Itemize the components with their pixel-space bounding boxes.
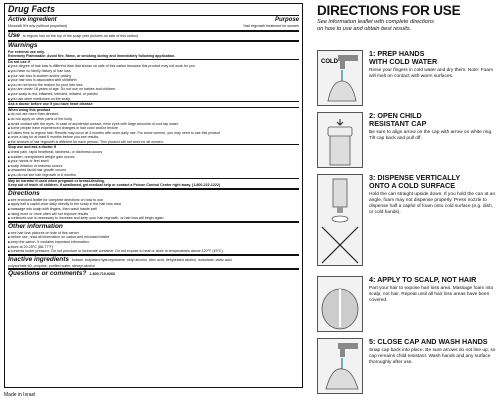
bullet-item: ■ your hands or feet swell: [8, 159, 299, 164]
purpose: Hair regrowth treatment for women: [243, 24, 299, 28]
bullet-item: ■ you do not see hair regrowth in 6 months: [8, 173, 299, 178]
questions-row: [8, 270, 299, 278]
when-using-list: [8, 112, 299, 144]
step-head: 1: PREP HANDS: [369, 49, 425, 58]
bullet-item: ■ unwanted facial hair growth occurs: [8, 168, 299, 173]
bullet-item: ■ apply half a capful once daily directly to the scalp in the hair loss area: [8, 202, 299, 207]
bullet-item: ■ you have no family history of hair loss: [8, 69, 299, 74]
inactive-text-2: polysorbate 60, propane, purified water, stearyl alcohol: [8, 263, 96, 268]
step-head: RESISTANT CAP: [369, 119, 427, 128]
step-1: [317, 50, 497, 108]
open-cap-icon: [317, 112, 363, 168]
other-info-list: [8, 231, 299, 254]
directions-for-use-header: [317, 3, 497, 33]
scalp-icon: [317, 276, 363, 332]
use-label: Use: [8, 31, 20, 39]
step-2: [317, 112, 497, 170]
bullet-item: ■ see hair loss pictures on side of this carton: [8, 231, 299, 236]
bullet-item: ■ avoid contact with the eyes. In case of accidental contact, rinse eyes with large amounts of cool tap water.: [8, 122, 299, 127]
step-body: Rinse your fingers in cold water and dry them. Note: Foam will melt on contact with warm surfaces.: [369, 68, 493, 79]
bullet-item: ■ store at 20-25°C (68-77°F): [8, 245, 299, 250]
step-head: WITH COLD WATER: [369, 57, 438, 66]
ask-doctor-label: Ask a doctor before use if you have heart disease: [8, 102, 93, 107]
use-text: to regrow hair on the top of the scalp (see pictures on side of this carton): [22, 33, 139, 38]
bullet-item: ■ see enclosed leaflet for complete directions on how to use: [8, 198, 299, 203]
dfu-subtitle-line: See information leaflet with complete directions: [317, 19, 434, 25]
stop-use-label: Stop use and ask a doctor if: [8, 145, 56, 150]
when-using-label: When using this product: [8, 107, 51, 112]
bullet-item: ■ do not use more than directed: [8, 112, 299, 117]
active-ingredient-header: [8, 16, 299, 24]
warnings-label: Warnings: [8, 41, 38, 49]
step-body: Hold the can straight upside down. If you hold the can at an angle, foam may not dispense properly. Press nozzle to dispense half a capful of foam onto cold surface (e.g. dish, or cold hands).: [369, 192, 496, 215]
dispense-can-icon: [317, 174, 363, 266]
step-head: 5: CLOSE CAP AND WASH HANDS: [369, 337, 488, 346]
other-info-label: Other information: [8, 222, 63, 230]
step-4: [317, 276, 497, 334]
bullet-item: ■ before use, read all information on carton and enclosed leaflet: [8, 235, 299, 240]
questions-label: Questions or comments?: [8, 270, 87, 278]
warning-line: For external use only.: [8, 49, 45, 54]
bullet-item: ■ you are under 18 years of age. Do not use on babies and children.: [8, 87, 299, 92]
do-not-use-list: [8, 64, 299, 101]
bullet-item: ■ once a day for at least 6 months before you see results.: [8, 135, 299, 140]
made-in-label: Made in Israel: [4, 392, 36, 398]
bullet-item: ■ continued use is necessary to increase and keep your hair regrowth, or hair loss will begin again: [8, 216, 299, 221]
stop-use-list: [8, 150, 299, 178]
step-body: Snap cap back into place. Be sure arrows do not line up, so cap remains child resistant. Wash hands and any surface thoroughly after use.: [369, 348, 496, 365]
bullet-item: ■ your scalp is red, inflamed, infected, irritated, or painful: [8, 92, 299, 97]
step-head: 4: APPLY TO SCALP, NOT HAIR: [369, 275, 477, 284]
step-5: [317, 338, 497, 396]
inactive-row: [8, 256, 299, 264]
bullet-item: ■ using more or more often will not improve results: [8, 212, 299, 217]
bullet-item: ■ your hair loss is associated with childbirth: [8, 78, 299, 83]
cold-label: COLD: [321, 59, 338, 65]
bullet-item: ■ massage into scalp with fingers, then wash hands well: [8, 207, 299, 212]
bullet-item: ■ do not apply on other parts of the body: [8, 117, 299, 122]
bullet-item: ■ some people have experienced changes in hair color and/or texture: [8, 126, 299, 131]
active-ingredient-label: Active ingredient: [8, 17, 57, 23]
bullet-item: ■ chest pain, rapid heartbeat, faintness, or dizziness occurs: [8, 150, 299, 155]
drug-facts-panel: [4, 3, 303, 388]
bullet-item: ■ keep the carton. It contains important information.: [8, 240, 299, 245]
step-head: 2: OPEN CHILD: [369, 111, 422, 120]
bullet-item: ■ your hair loss is sudden and/or patchy: [8, 74, 299, 79]
step-body: Part your hair to expose hair loss area. Massage foam into scalp, not hair. Repeat until all hair loss areas have been covered.: [369, 286, 494, 303]
bullet-item: ■ you do not know the reason for your hair loss: [8, 83, 299, 88]
active-ingredient: Minoxidil 5% w/w (without propellant): [8, 24, 67, 28]
pregnancy-warning: May be harmful if used when pregnant or breast-feeding.: [8, 178, 105, 183]
dfu-subtitle-line: on how to use and obtain best results.: [317, 26, 412, 32]
wash-hands-icon: [317, 338, 363, 394]
directions-label: Directions: [8, 189, 40, 197]
bullet-item: ■ your degree of hair loss is different than that shown on side of this carton because this product may not work for you: [8, 64, 299, 69]
bullet-item: ■ contents under pressure. Do not puncture or incinerate container. Do not expose to heat or store at temperatures above 120°F (49°C).: [8, 249, 299, 254]
purpose-label: Purpose: [274, 17, 299, 23]
bullet-item: ■ scalp irritation or redness occurs: [8, 164, 299, 169]
inactive-label: Inactive ingredients: [8, 255, 70, 263]
step-head: 3: DISPENSE VERTICALLY: [369, 173, 461, 182]
directions-list: [8, 198, 299, 221]
dfu-subtitle: [317, 19, 497, 33]
bullet-item: ■ the amount of hair regrowth is different for each person. This product will not work for all women.: [8, 140, 299, 145]
bullet-item: ■ you use other medicines on the scalp: [8, 97, 299, 102]
warning-line: Extremely Flammable: Avoid fire, flame, or smoking during and immediately following application.: [8, 54, 176, 59]
questions-phone: 1-800-719-9260: [89, 272, 115, 277]
use-row: [8, 32, 299, 40]
bullet-item: ■ it takes time to regrow hair. Results may occur at 3 months with once-daily use. For some women, you may need to use this product: [8, 131, 299, 136]
active-ingredient-row: [8, 24, 299, 29]
keep-out-warning: Keep out of reach of children. If swallowed, get medical help or contact a Poison Control Center right away. (1-800-222-1222): [8, 183, 221, 188]
drug-facts-title: Drug Facts: [8, 4, 56, 14]
step-body: Be sure to align arrow on the cap with arrow on white ring. Tilt cap back and pull off.: [369, 130, 493, 141]
step-head: ONTO A COLD SURFACE: [369, 181, 455, 190]
dfu-title: DIRECTIONS FOR USE: [317, 3, 461, 18]
inactive-text: butane, butylated hydroxytoluene, cetyl alcohol, citric acid, dehydrated alcohol, isobutane, lactic acid,: [72, 257, 233, 262]
faucet-hands-icon: [317, 50, 363, 106]
step-3: [317, 174, 497, 270]
bullet-item: ■ sudden, unexplained weight gain occurs: [8, 155, 299, 160]
do-not-use-label: Do not use if: [8, 59, 30, 64]
